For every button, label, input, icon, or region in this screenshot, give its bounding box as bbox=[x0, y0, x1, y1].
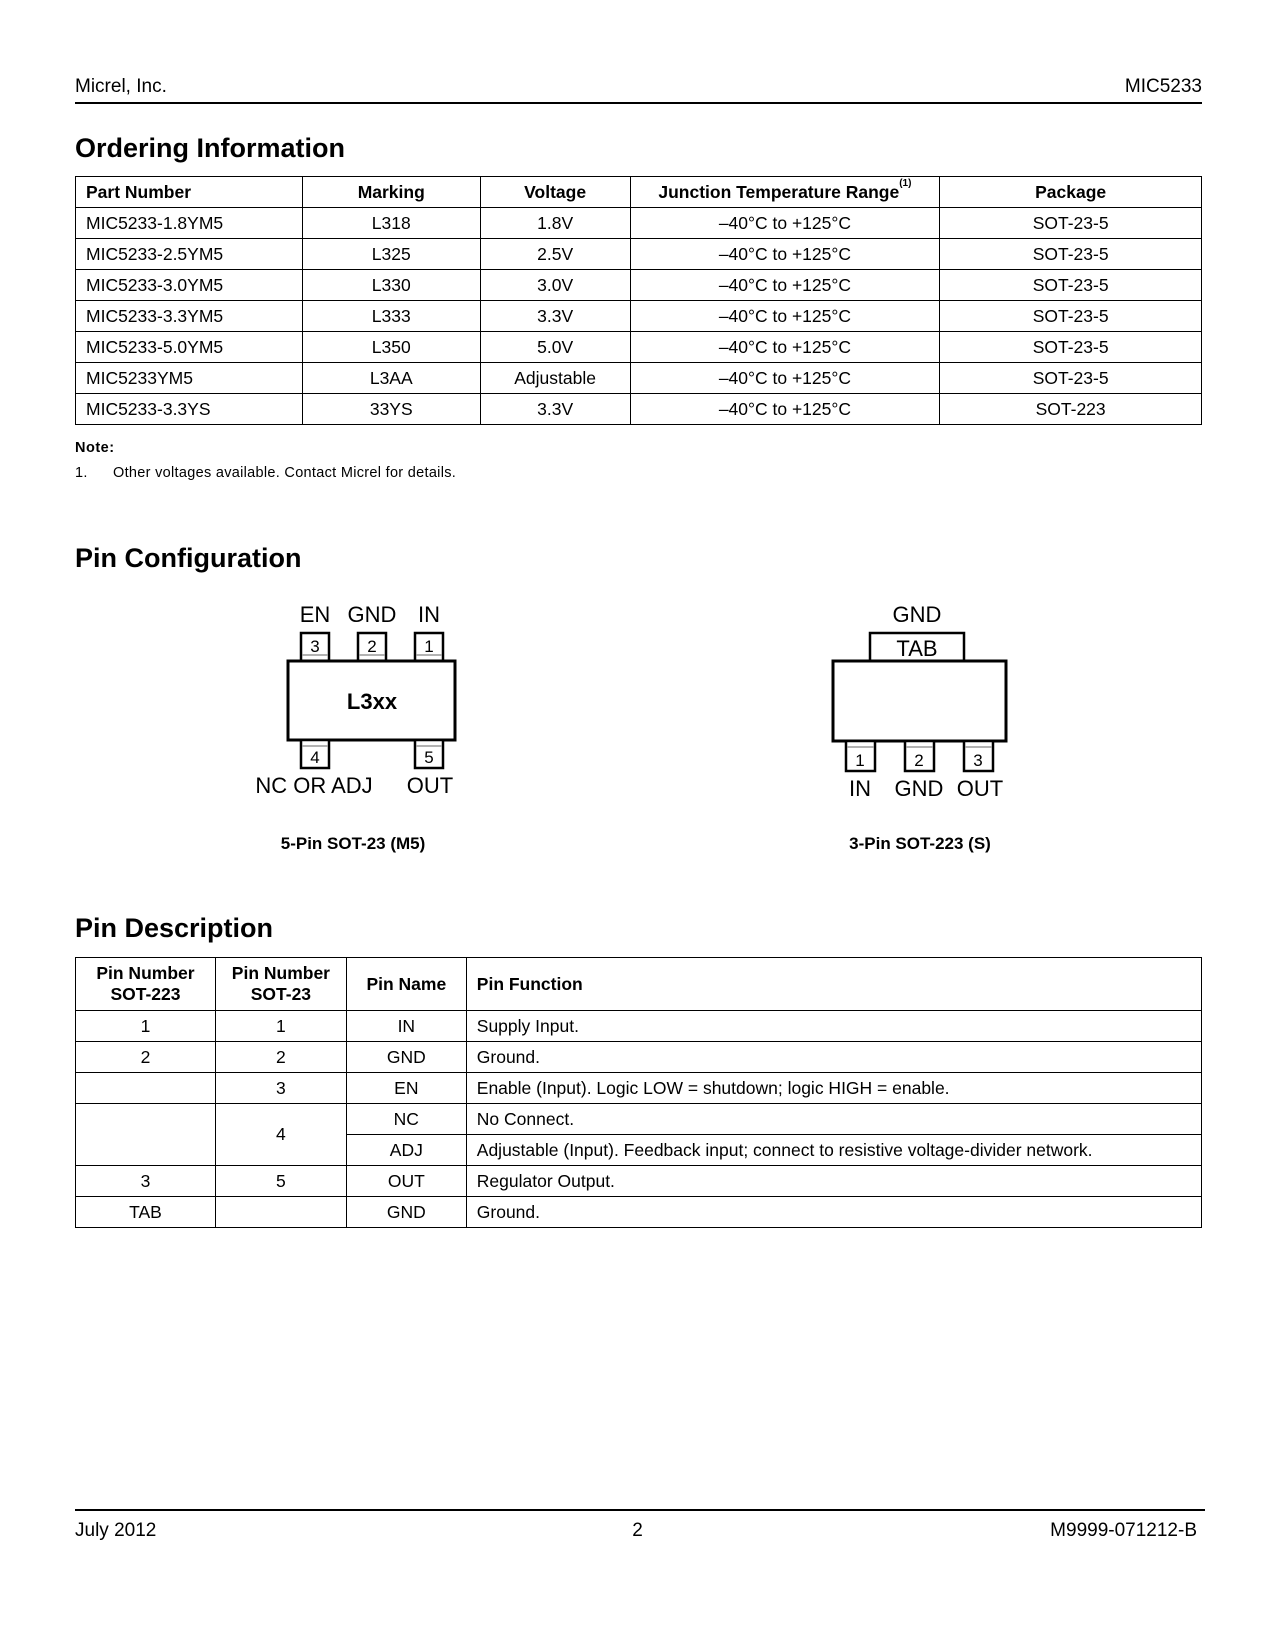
package: SOT-23-5 bbox=[940, 239, 1202, 270]
pin-name: IN bbox=[346, 1011, 466, 1042]
note-item bbox=[75, 465, 456, 481]
pin-number-5: 5 bbox=[424, 748, 434, 767]
pin-number-3: 3 bbox=[973, 751, 983, 770]
pin-name: GND bbox=[346, 1197, 466, 1228]
pin-function: Adjustable (Input). Feedback input; connect to resistive voltage-divider network. bbox=[466, 1135, 1201, 1166]
col-label-line2: SOT-23 bbox=[250, 984, 312, 1004]
tab-label: TAB bbox=[896, 636, 938, 661]
package: SOT-23-5 bbox=[940, 270, 1202, 301]
pin-label-en: EN bbox=[299, 602, 331, 627]
pin-function: Enable (Input). Logic LOW = shutdown; logic HIGH = enable. bbox=[466, 1073, 1201, 1104]
table-row bbox=[76, 1104, 1202, 1135]
col-temp-range bbox=[630, 177, 940, 208]
pin-sot23: 5 bbox=[215, 1166, 346, 1197]
table-row bbox=[76, 1042, 1202, 1073]
pin-sot23 bbox=[215, 1197, 346, 1228]
tab-gnd-label: GND bbox=[892, 602, 942, 627]
voltage: 2.5V bbox=[480, 239, 630, 270]
package: SOT-23-5 bbox=[940, 208, 1202, 239]
temp-range: –40°C to +125°C bbox=[630, 239, 940, 270]
table-row bbox=[76, 332, 1202, 363]
sot223-caption: 3-Pin SOT-223 (S) bbox=[849, 834, 991, 853]
pin-function: No Connect. bbox=[466, 1104, 1201, 1135]
marking: 33YS bbox=[302, 394, 480, 425]
package: SOT-23-5 bbox=[940, 363, 1202, 394]
voltage: 3.3V bbox=[480, 394, 630, 425]
marking: L3AA bbox=[302, 363, 480, 394]
part-number: MIC5233-3.3YS bbox=[76, 394, 303, 425]
pin-label-in: IN bbox=[849, 776, 871, 801]
part-number: MIC5233-3.0YM5 bbox=[76, 270, 303, 301]
table-row bbox=[76, 301, 1202, 332]
footer-rule bbox=[75, 1509, 1205, 1511]
pin-sot223 bbox=[76, 1073, 216, 1104]
pin-description-table bbox=[75, 957, 1202, 1228]
pin-number-1: 1 bbox=[424, 637, 434, 656]
pin-sot23: 1 bbox=[215, 1011, 346, 1042]
footer-doc-number: M9999-071212-B bbox=[1050, 1520, 1197, 1541]
pin-label-out: OUT bbox=[956, 776, 1004, 801]
pin-number-2: 2 bbox=[914, 751, 924, 770]
voltage: 3.3V bbox=[480, 301, 630, 332]
pin-number-3: 3 bbox=[310, 637, 320, 656]
footer-page-number: 2 bbox=[632, 1520, 643, 1541]
footer-date: July 2012 bbox=[75, 1520, 157, 1541]
table-row bbox=[76, 1011, 1202, 1042]
pin-header-row bbox=[76, 958, 1202, 1011]
part-number: MIC5233-1.8YM5 bbox=[76, 208, 303, 239]
table-row bbox=[76, 394, 1202, 425]
pin-function: Supply Input. bbox=[466, 1011, 1201, 1042]
voltage: Adjustable bbox=[480, 363, 630, 394]
pin-label-gnd: GND bbox=[894, 776, 944, 801]
pin-label-gnd: GND bbox=[347, 602, 397, 627]
col-pin-number-sot23 bbox=[215, 958, 346, 1011]
col-label-line1: Pin Number bbox=[96, 963, 195, 983]
pin-number-4: 4 bbox=[310, 748, 320, 767]
marking: L330 bbox=[302, 270, 480, 301]
col-pin-name: Pin Name bbox=[346, 958, 466, 1011]
note-text: Other voltages available. Contact Micrel for details. bbox=[113, 465, 457, 481]
col-label-line1: Pin Number bbox=[231, 963, 330, 983]
package: SOT-23-5 bbox=[940, 332, 1202, 363]
pin-number-1: 1 bbox=[855, 751, 865, 770]
pin-function: Regulator Output. bbox=[466, 1166, 1201, 1197]
pin-sot223: 3 bbox=[76, 1166, 216, 1197]
pin-function: Ground. bbox=[466, 1042, 1201, 1073]
pin-sot223: 2 bbox=[76, 1042, 216, 1073]
part-number: MIC5233-5.0YM5 bbox=[76, 332, 303, 363]
pin-description-title: Pin Description bbox=[75, 913, 274, 943]
voltage: 5.0V bbox=[480, 332, 630, 363]
footnote-ref: (1) bbox=[899, 177, 912, 189]
part-number: MIC5233-2.5YM5 bbox=[76, 239, 303, 270]
table-row bbox=[76, 1197, 1202, 1228]
temp-range: –40°C to +125°C bbox=[630, 332, 940, 363]
pin-sot23: 2 bbox=[215, 1042, 346, 1073]
temp-range: –40°C to +125°C bbox=[630, 208, 940, 239]
pin-config-title: Pin Configuration bbox=[75, 543, 302, 573]
table-row bbox=[76, 363, 1202, 394]
pin-name: OUT bbox=[346, 1166, 466, 1197]
temp-range: –40°C to +125°C bbox=[630, 394, 940, 425]
package: SOT-23-5 bbox=[940, 301, 1202, 332]
col-package: Package bbox=[940, 177, 1202, 208]
col-pin-number-sot223 bbox=[76, 958, 216, 1011]
marking: L318 bbox=[302, 208, 480, 239]
voltage: 1.8V bbox=[480, 208, 630, 239]
col-marking: Marking bbox=[302, 177, 480, 208]
table-row bbox=[76, 239, 1202, 270]
voltage: 3.0V bbox=[480, 270, 630, 301]
table-row bbox=[76, 270, 1202, 301]
header-rule bbox=[75, 102, 1202, 104]
ordering-title: Ordering Information bbox=[75, 133, 345, 163]
pin-label-nc-or-adj: NC OR ADJ bbox=[255, 773, 373, 798]
col-voltage: Voltage bbox=[480, 177, 630, 208]
header-part-number: MIC5233 bbox=[1124, 76, 1202, 97]
sot23-caption: 5-Pin SOT-23 (M5) bbox=[280, 834, 426, 853]
ordering-table bbox=[75, 176, 1202, 425]
temp-range: –40°C to +125°C bbox=[630, 301, 940, 332]
sot23-top-labels bbox=[300, 602, 440, 627]
table-row bbox=[76, 1166, 1202, 1197]
note-number: 1. bbox=[75, 465, 88, 481]
pin-label-out: OUT bbox=[406, 773, 454, 798]
marking: L333 bbox=[302, 301, 480, 332]
col-pin-function: Pin Function bbox=[466, 958, 1201, 1011]
marking: L325 bbox=[302, 239, 480, 270]
sot223-package-diagram bbox=[820, 595, 1020, 805]
pin-sot223 bbox=[76, 1104, 216, 1166]
pin-name: NC bbox=[346, 1104, 466, 1135]
temp-range: –40°C to +125°C bbox=[630, 270, 940, 301]
pin-sot223: 1 bbox=[76, 1011, 216, 1042]
pin-sot23: 4 bbox=[215, 1104, 346, 1166]
col-label-line2: SOT-223 bbox=[110, 984, 181, 1004]
pin-sot23: 3 bbox=[215, 1073, 346, 1104]
pin-name: EN bbox=[346, 1073, 466, 1104]
table-row bbox=[76, 208, 1202, 239]
pin-label-in: IN bbox=[418, 602, 440, 627]
note-label: Note: bbox=[75, 440, 115, 456]
col-temp-range-label: Junction Temperature Range bbox=[658, 181, 900, 202]
header-company: Micrel, Inc. bbox=[75, 76, 167, 97]
part-number: MIC5233-3.3YM5 bbox=[76, 301, 303, 332]
package: SOT-223 bbox=[940, 394, 1202, 425]
pin-name: ADJ bbox=[346, 1135, 466, 1166]
pin-number-2: 2 bbox=[367, 637, 377, 656]
col-part-number: Part Number bbox=[76, 177, 303, 208]
table-row bbox=[76, 1073, 1202, 1104]
pin-function: Ground. bbox=[466, 1197, 1201, 1228]
pin-name: GND bbox=[346, 1042, 466, 1073]
sot23-bottom-pins bbox=[301, 740, 443, 768]
sot23-marking: L3xx bbox=[346, 689, 398, 714]
part-number: MIC5233YM5 bbox=[76, 363, 303, 394]
sot23-package-diagram bbox=[250, 595, 510, 800]
marking: L350 bbox=[302, 332, 480, 363]
ordering-header-row bbox=[76, 177, 1202, 208]
pin-sot223: TAB bbox=[76, 1197, 216, 1228]
sot223-body bbox=[833, 661, 1006, 741]
temp-range: –40°C to +125°C bbox=[630, 363, 940, 394]
